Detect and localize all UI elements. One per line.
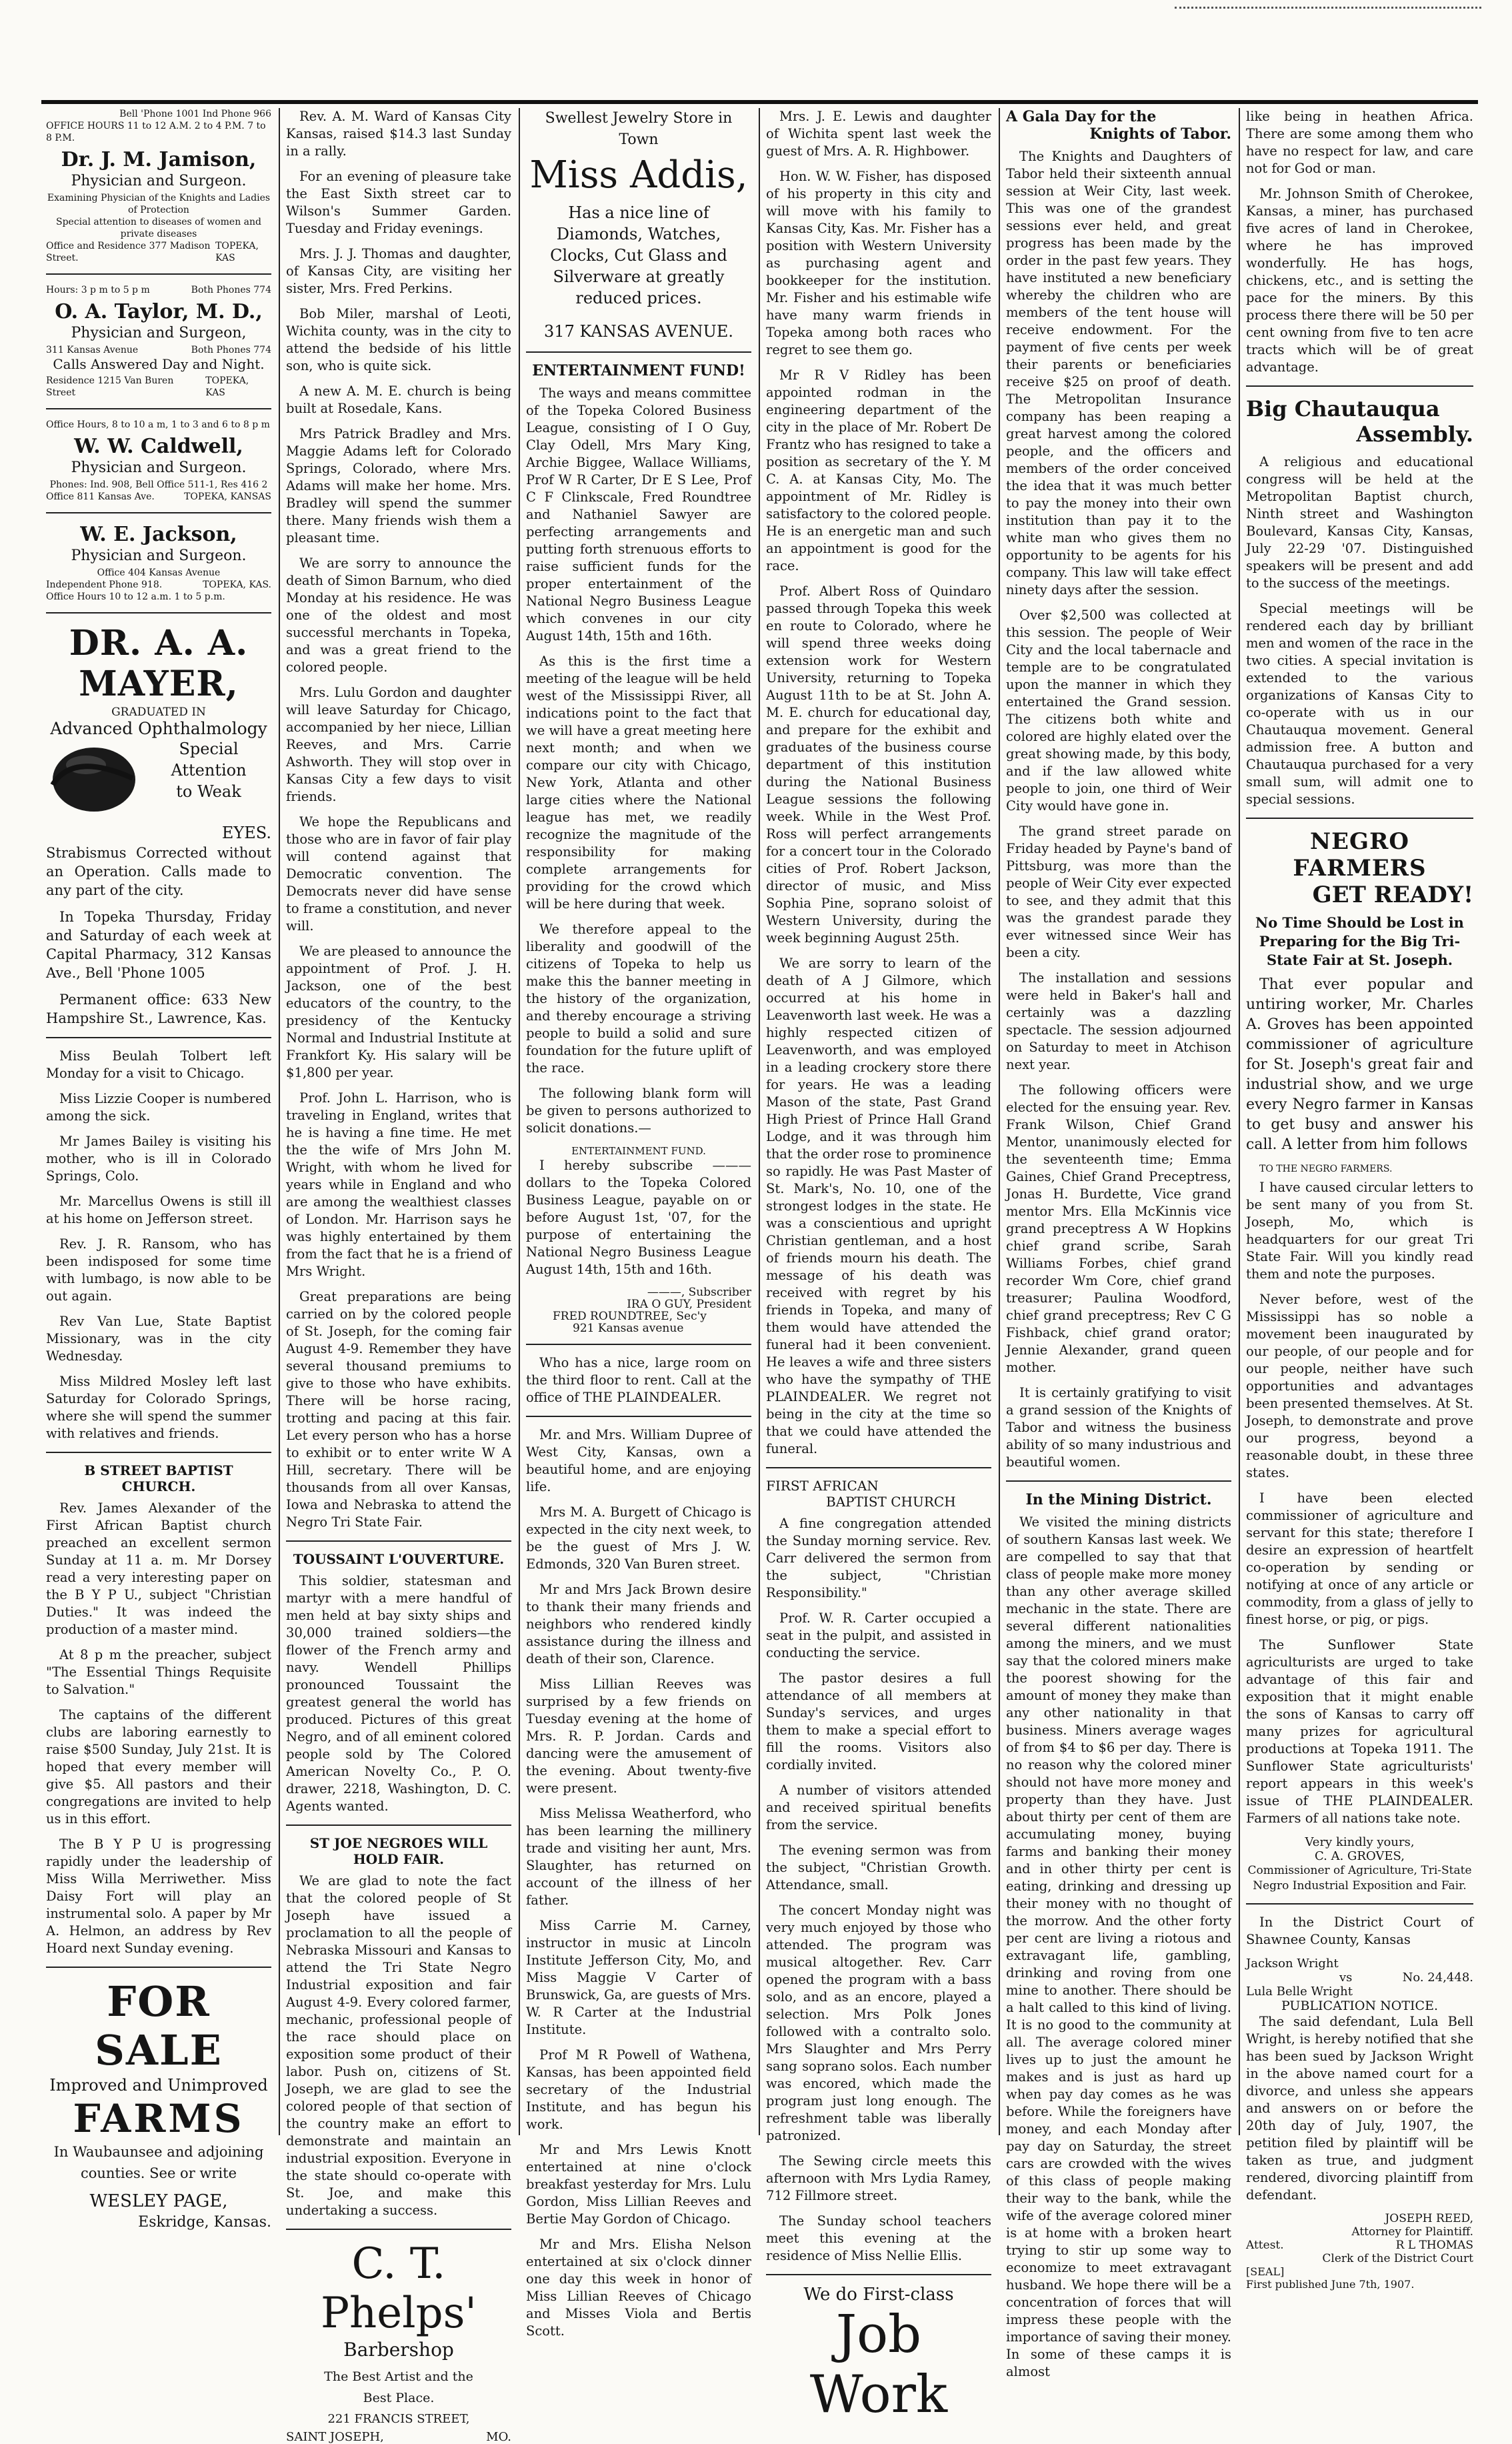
divider [46,273,271,275]
column-4: Mrs. J. E. Lewis and daughter of Wichita spent last week the guest of Mrs. A. R. Highbower. Hon. W. W. Fisher, has disposed of his property in this city and will move with his family to Kansas City, Kas. Mr. Fisher has a position with Western University as purchasing agent and bookkeeper for the institution. Mr. Fisher and his estimable wife have many warm friends in Topeka among both races who regret to see them go. Mr R V Ridley has been appointed rodman in the engineering department of the city in the place of Mr. Robert De Frantz who has resigned to take a position as secretary of the Y. M C. A. at Kansas City, Mo. The appointment of Mr. Ridley is satisfactory to the colored people. He is an energetic man and such an appointment is good for the race. Prof. Albert Ross of Quindaro passed through Topeka this week en route to Colorado, where he will spend three weeks doing extension work for Western University, returning to Topeka August 11th to be at St. John A. M. E. church for educational day, and prepare for the exhibit and graduates of the business course department of this institution during the National Business League sessions the following week. While in the West Prof. Ross will perfect arrangements for a concert tour in the Colorado cities of Prof. Robert Jackson, director of music, and Miss Sophia Pine, soprano soloist of Western University, during the week beginning August 25th. We are sorry to learn of the death of A J Gilmore, which occurred at his home in Leavenworth last week. He was a highly respected citizen of Leavenworth, and was employed in a leading crockery store there for years. He was a leading Mason of the state, Past Grand High Priest of Prince Hall Grand Lodge, and it was through him that the order rose to prominence so rapidly. He was Past Master of St. Mark's, No. 10, one of the strongest lodges in the state. He was a conscientious and upright Christian gentleman, and a host of friends mourn his death. The message of his death was received with regret by his friends in Topeka, and many of them would have attended the funeral had it been convenient. He leaves a wife and three sisters who have the sympathy of THE PLAINDEALER. We regret not being in the city at the time so that we could have attended the funeral. FIRST AFRICAN BAPTIST CHURCH A fine congregation attended the Sunday morning service. Rev. Carr delivered the sermon from the subject, "Christian Responsibility." Prof. W. R. Carter occupied a seat in the pulpit, and assisted in conducting the service. The pastor desires a full attendance of all members at Sunday's services, and urges them to make a special effort to fill the rooms. Visitors also cordially invited. A number of visitors attended and received spiritual benefits from the service. The evening sermon was from the subject, "Christian Growth. Attendance, small. The concert Monday night was very much enjoyed by those who attended. The program was musical altogether. Rev. Carr opened the program with a bass solo, and as an encore, played a selection. Mrs Polk Jones followed with a contralto solo. Mrs Slaughter and Mrs Perry sang soprano solos. Each number was encored, which made the program just long enough. The refreshment table was liberally patronized. The Sewing circle meets this afternoon with Mrs Lydia Ramey, 712 Fillmore street. The Sunday school teachers meet this evening at the residence of Miss Nellie Ellis. We do First-class Job Work [766,109,991,2425]
divider [1246,818,1473,819]
headline: B STREET BAPTIST CHURCH. [84,1462,233,1494]
column-rule [999,108,1000,2135]
news-item: We are pleased to announce the appointment of Prof. J. H. Jackson, one of the best educators of the country, to the presidency of the Kentucky Normal and Industrial Institute at Frankfort Ky. His salary will be $1,800 per year. [286,944,511,1080]
divider [526,1344,751,1345]
news-item: Bob Miler, marshal of Leoti, Wichita county, was in the city to attend the bedside of his little son, who is quite sick. [286,306,511,373]
divider [1246,1903,1473,1905]
divider [766,1467,991,1468]
divider [766,2274,991,2275]
divider [286,1824,511,1826]
headline: Big Chautauqua [1246,396,1440,421]
news-item: Rev. A. M. Ward of Kansas City Kansas, raised $14.3 last Sunday in a rally. [286,109,511,159]
doctor-name: O. A. Taylor, M. D., [55,300,263,323]
divider [46,1967,271,1968]
doctor-name: W. W. Caldwell, [74,435,243,458]
news-item: We hope the Republicans and those who are in favor of fair play will contend against that Democratic convention. The Democrats never did have sense to frame a constitution, and never will. [286,814,511,934]
news-item: Prof. John L. Harrison, who is traveling in England, writes that he is having a fine time. He met the the wife of Mrs John M. Wright, with whom he lived for years while in England and who are among the wealthiest classes of London. Mr. Harrison says he was highly entertained by them from the fact that he is a friend of Mrs Wright. [286,1090,511,1279]
divider [46,408,271,409]
news-item: Mrs Patrick Bradley and Mrs. Maggie Adams left for Colorado Springs, Colorado, where Mrs. Adams will make her home. Mrs. Bradley will spend the summer there. Many friends wish them a pleasant time. [286,426,511,545]
column-5: A Gala Day for the Knights of Tabor. The Knights and Daughters of Tabor held their sixteenth annual session at Weir City, last week. This was one of the grandest sessions ever held, and great progress has been made by the order in the past few years. They have instituted a new beneficiary whereby the children who are members of the tent house will receive endowment. For the payment of five cents per week their parents or beneficiaries receive $25 on proof of death. The Metropolitan Insurance company has been reaping a great harvest among the colored people, and the officers and members of the order conceived the idea that it was much better to pay the money into their own institution than pay it to the white man who gives them no opportunity to be agents for his company. This law will take effect ninety days after the session. Over $2,500 was collected at this session. The people of Weir City and the local tabernacle and temple are to be congratulated upon the manner in which they entertained the Grand session. The citizens both white and colored are highly elated over the great showing made, by this body, and if the law allowed white people to join, one third of Weir City would have gone in. The grand street parade on Friday headed by Payne's band of Pittsburg, was more than the people of Weir City ever expected to see, and they admit that this was the grandest parade they ever witnessed since Weir has been a city. The installation and sessions were held in Baker's hall and certainly was a dazzling spectacle. The session adjourned on Saturday to meet in Atchison next year. The following officers were elected for the ensuing year. Rev. Frank Wilson, Chief Grand Mentor, unanimously elected for the seventeenth time; Emma Gaines, Chief Grand Preceptress, Jonas H. Burdette, Vice grand mentor Mrs. Ella McKinnis vice grand preceptress A W Hopkins chief grand scribe, Sarah Williams Forbes, chief grand recorder Wm Core, chief grand treasurer; Paulina Woodford, chief grand preceptress; Rev C G Fishback, chief grand orator; Jennie Alexander, grand queen mother. It is certainly gratifying to visit a grand session of the Knights of Tabor and witness the business ability of so many industrious and beautiful women. In the Mining District. We visited the mining districts of southern Kansas last week. We are compelled to say that that class of people make more money than any other average skilled mechanic in the state. There are several different nationalities among the miners, and we must say that the colored miners make the poorest showing for the amount of money they make than any other nationality in that business. Miners average wages of from $4 to $6 per day. There is no reason why the colored miner should not have more money and property than they have. Just about thirty per cent of them are accumulating money, buying farms and banking their money and in other thirty per cent is eating, drinking and dressing up their money with no thought of the morrow. And the other forty per cent are living a riotous and extravagant life, gambling, drinking and roving from one mine to another. There should be a halt called to this kind of living. It is no good to the community at all. The average colored miner lives up to just the amount he makes and is just as hard up when pay day comes as he was before. While the foreigners have money, and each Monday after pay day on Saturday, the street cars are crowded with the wives of this class of people making their way to the bank, while the wife of the average colored miner is at home with a broken heart trying to stir up some way to economize to meet extravagant husband. We hope there will be a concentration of forces that will impress these people with the importance of saving their money. In some of these camps it is almost [1006,108,1231,2379]
headline: FIRST AFRICAN [766,1478,879,1494]
news-item: A new A. M. E. church is being built at Rosedale, Kans. [286,383,511,416]
divider [1246,385,1473,387]
column-rule [759,108,760,2135]
card-taylor: Hours: 3 p m to 5 p m Both Phones 774 O. A. Taylor, M. D., Physician and Surgeon, 311 Kansas Avenue Both Phones 774 Calls Answered Day and Night. Residence 1215 Van Buren Street TOPEKA, KAS [46,285,271,398]
news-item: Miss Lizzie Cooper is numbered among the sick. [46,1091,271,1124]
ad-phelps: C. T. Phelps' Barbershop The Best Artist and the Best Place. 221 FRANCIS STREET, SAINT JOSEPH, MO. [286,2239,511,2444]
card-jackson: W. E. Jackson, Physician and Surgeon. Office 404 Kansas Avenue Independent Phone 918. TOPEKA, KAS. Office Hours 10 to 12 a.m. 1 to 5 p.m. [46,523,271,602]
news-item: Miss Mildred Mosley left last Saturday for Colorado Springs, where she will spend the summer with relatives and friends. [46,1374,271,1441]
news-item: Rev. J. R. Ransom, who has been indisposed for some time with lumbago, is now able to be out again. [46,1236,271,1304]
news-item: Mrs. J. J. Thomas and daughter, of Kansas City, are visiting her sister, Mrs. Fred Perkins. [286,246,511,296]
news-item: Mrs. Lulu Gordon and daughter will leave Saturday for Chicago, accompanied by her niece, Lillian Reeves, and Mrs. Carrie Ashworth. They will stop over in Kansas City a few days to visit friends. [286,685,511,804]
divider [46,1037,271,1038]
column-rule [279,108,280,2135]
divider [1006,1480,1231,1482]
news-item: We are sorry to announce the death of Simon Barnum, who died Monday at his residence. He was one of the oldest and most successful merchants in Topeka, and was a great friend to the colored people. [286,555,511,675]
ad-mayer: DR. A. A. MAYER, GRADUATED IN Advanced Ophthalmology Special Attention to Weak EYES. Strabismus Corrected without an Operation. Calls made to any part of the city. In Topeka Thursday, Friday and Saturday of each week at Capital Pharmacy, 312 Kansas Ave., Bell 'Phone 1005 Permanent office: 633 New Hampshire St., Lawrence, Kas. [46,623,271,1026]
column-rule [1239,108,1240,2135]
news-item: Great preparations are being carried on by the colored people of St. Joseph, for the coming fair August 4-9. Remember they have several thousand premiums to give to those who have exhibits. There will be horse racing, trotting and pacing at this fair. Let every person who has a horse to exhibit or to enter write W A Hill, secretary. There will be thousands from all over Kansas, Iowa and Nebraska to attend the Negro Tri State Fair. [286,1289,511,1530]
top-rule [41,100,1478,104]
news-item: Mr. Marcellus Owens is still ill at his home on Jefferson street. [46,1194,271,1226]
headline: NEGRO FARMERS [1293,828,1427,882]
divider [286,1540,511,1542]
news-item: For an evening of pleasure take the East Sixth street car to Wilson's Summer Garden. Tuesday and Friday evenings. [286,169,511,236]
ad-addis: Swellest Jewelry Store in Town Miss Addis, Has a nice line of Diamonds, Watches, Clocks, Cut Glass and Silverware at greatly reduced prices. 317 KANSAS AVENUE. [529,110,748,341]
headline: PUBLICATION NOTICE. [1281,1999,1438,2013]
local-items [46,1048,271,1442]
divider [46,1452,271,1453]
headline: A Gala Day for the [1006,108,1157,125]
column-6: like being in heathen Africa. There are some among them who have no respect for law, and care not for God or man. Mr. Johnson Smith of Cherokee, Kansas, a miner, has purchased five acres of land in Cherokee, where he has improved wonderfully. He has hogs, chickens, etc., and is setting the pace for the miners. By this process there there will be 50 per cent owning from five to ten acre tracts which will be of great advantage. Big Chautauqua Assembly. A religious and educational congress will be held at the Metropolitan Baptist church, Ninth street and Washington Boulevard, Kansas City, Kansas, July 22-29 '07. Distinguished speakers will be present and add to the success of the meetings. Special meetings will be rendered each day by brilliant men and women of the race in the two cities. A special invitation is extended to the various organizations of Kansas City to co-operate with us in our Chautauqua movement. General admission free. A button and Chautauqua purchased for a very small sum, will admit one to special sessions. NEGRO FARMERS GET READY! No Time Should be Lost in Preparing for the Big Tri-State Fair at St. Joseph. That ever popular and untiring worker, Mr. Charles A. Groves has been appointed commissioner of agriculture for St. Joseph's great fair and industrial show, and we urge every Negro farmer in Kansas to get busy and answer his call. A letter from him follows TO THE NEGRO FARMERS. I have caused circular letters to be sent many of you from St. Joseph, Mo, which is headquarters for our great Tri State Fair. Will you kindly read them and note the purposes. Never before, west of the Mississippi has so noble a movement been inaugurated by our people, of our people and for our people, neither have such opportunities and advantages been presented themselves. At St. Joseph, to demonstrate and prove our progress, beyond a reasonable doubt, in these three states. I have been elected commissioner of agriculture and servant for this state; therefore I desire an expression of heartfelt co-operation by sending or notifying at once of any article or commodity, from a glass of jelly to finest horse, or pig, or pigs. The Sunflower State agriculturists are urged to take advantage of this fair and exposition that it might enable the sons of Kansas to carry off many prizes for agricultural productions at Topeka 1911. The Sunflower State agriculturists' report appears in this week's issue of THE PLAINDEALER. Farmers of all nations take note. Very kindly yours, C. A. GROVES, Commissioner of Agriculture, Tri-State Negro Industrial Exposition and Fair. In the District Court of Shawnee County, Kansas Jackson Wright vs No. 24,448. Lula Belle Wright PUBLICATION NOTICE. The said defendant, Lula Bell Wright, is hereby notified that she has been sued by Jackson Wright in the above named court for a divorce, and unless she appears and answers on or before the 20th day of July, 1907, the petition filed by plaintiff will be taken as true, and judgment rendered, divorcing plaintiff from defendant. JOSEPH REED, Attorney for Plaintiff. Attest. R L THOMAS Clerk of the District Court [SEAL] First published June 7th, 1907. [1246,109,1473,2291]
top-edge-smudge [1175,7,1481,25]
column-2: Rev. A. M. Ward of Kansas City Kansas, raised $14.3 last Sunday in a rally. For an evening of pleasure take the East Sixth street car to Wilson's Summer Garden. Tuesday and Friday evenings. Mrs. J. J. Thomas and daughter, of Kansas City, are visiting her sister, Mrs. Fred Perkins. Bob Miler, marshal of Leoti, Wichita county, was in the city to attend the bedside of his little son, who is quite sick. A new A. M. E. church is being built at Rosedale, Kans. Mrs Patrick Bradley and Mrs. Maggie Adams left for Colorado Springs, Colorado, where Mrs. Adams will make her home. Mrs. Bradley will spend the summer there. Many friends wish them a pleasant time. We are sorry to announce the death of Simon Barnum, who died Monday at his residence. He was one of the oldest and most successful merchants in Topeka, and was a great friend to the colored people. Mrs. Lulu Gordon and daughter will leave Saturday for Chicago, accompanied by her niece, Lillian Reeves, and Mrs. Carrie Ashworth. They will stop over in Kansas City a few days to visit friends. We hope the Republicans and those who are in favor of fair play will contend against that Democratic convention. The Democrats never did have sense to frame a constitution, and never will. We are pleased to announce the appointment of Prof. J. H. Jackson, one of the best educators of the country, to the presidency of the Kentucky Normal and Industrial Institute at Frankfort Ky. His salary will be $1,800 per year. Prof. John L. Harrison, who is traveling in England, writes that he is having a fine time. He met the the wife of Mrs John M. Wright, with whom he lived for years while in England and who are among the wealthiest classes of London. Mr. Harrison says he was highly entertained by them from the fact that he is a friend of Mrs Wright. Great preparations are being carried on by the colored people of St. Joseph, for the coming fair August 4-9. Remember they have several thousand premiums to give to those who have exhibits. There will be horse racing, trotting and pacing at this fair. Let every person who has a horse to exhibit or to enter write W A Hill, secretary. There will be thousands from all over Kansas, Iowa and Nebraska to attend the Negro Tri State Fair. TOUSSAINT L'OUVERTURE. This soldier, statesman and martyr with a mere handful of men held at bay sixty ships and 30,000 trained soldiers—the flower of the French army and navy. Wendell Phillips pronounced Toussaint the greatest general the world has produced. Pictures of this great Negro, and of all eminent colored people sold by The Colored American Novelty Co., P. O. drawer, 2218, Washington, D. C. Agents wanted. ST JOE NEGROES WILL HOLD FAIR. We are glad to note the fact that the colored people of St Joseph have issued a proclamation to all the people of Nebraska Missouri and Kansas to attend the Tri State Negro Industrial exposition and fair August 4-9. Every colored farmer, mechanic, professional people of the race should place on exposition some product of their labor. Push on, citizens of St. Joseph, we are glad to see the colored people of that section of the country make an effort to demonstrate and maintain an industrial exposition. Everyone in the state should co-operate with St. Joe, and make this undertaking a success. C. T. Phelps' Barbershop The Best Artist and the Best Place. 221 FRANCIS STREET, SAINT JOSEPH, MO. [286,109,511,2444]
doctor-name: Dr. J. M. Jamison, [61,148,257,171]
headline: ENTERTAINMENT FUND! [532,362,745,379]
divider [526,1416,751,1417]
divider [526,351,751,353]
column-3: Swellest Jewelry Store in Town Miss Addis, Has a nice line of Diamonds, Watches, Clocks, Cut Glass and Silverware at greatly reduced prices. 317 KANSAS AVENUE. ENTERTAINMENT FUND! The ways and means committee of the Topeka Colored Business League, consisting of I O Guy, Clay Odell, Mrs Mary King, Archie Biggee, Wallace Williams, Prof W R Carter, Dr E S Lee, Prof C F Clinkscale, Fred Roundtree and Nathaniel Sawyer are perfecting arrangements and putting forth strenuous efforts to raise sufficient funds for the proper entertainment of the National Negro Business League which convenes in our city August 14th, 15th and 16th. As this is the first time a meeting of the league will be held west of the Mississippi River, all indications point to the fact that we will have a great meeting here next month; and when we compare our city with Chicago, New York, Atlanta and other large cities where the National league has met, we readily recognize the magnitude of the responsibility for making complete arrangements for providing for the crowd which will be here during that week. We therefore appeal to the liberality and goodwill of the citizens of Topeka to help us make this the banner meeting in the history of the organization, and thereby encourage a striving people to build a solid and sure foundation for the future uplift of the race. The following blank form will be given to persons authorized to solicit donations.— ENTERTAINMENT FUND. I hereby subscribe ——— dollars to the Topeka Colored Business League, payable on or before August 1st, '07, for the purpose of entertaining the National Negro Business League August 14th, 15th and 16th. ———, Subscriber IRA O GUY, President FRED ROUNDTREE, Sec'y 921 Kansas avenue Who has a nice, large room on the third floor to rent. Call at the office of THE PLAINDEALER. Mr. and Mrs. William Dupree of West City, Kansas, own a beautiful home, and are enjoying life. Mrs M. A. Burgett of Chicago is expected in the city next week, to be the guest of Mrs J. W. Edmonds, 320 Van Buren street. Mr and Mrs Jack Brown desire to thank their many friends and neighbors who rendered kindly assistance during the illness and death of their son, Clarence. Miss Lillian Reeves was surprised by a few friends on Tuesday evening at the home of Mrs. R. P. Jordan. Cards and dancing were the amusement of the evening. About twenty-five were present. Miss Melissa Weatherford, who has been learning the millinery trade and visiting her aunt, Mrs. Slaughter, has returned on account of the illness of her father. Miss Carrie M. Carney, instructor in music at Lincoln Institute Jefferson City, Mo, and Miss Maggie V Carter of Brunswick, Ga, are guests of Mrs. W. R Carter at the Industrial Institute. Prof M R Powell of Wathena, Kansas, has been appointed field secretary of the Industrial Institute, and has begun his work. Mr and Mrs Lewis Knott entertained at nine o'clock breakfast yesterday for Mrs. Lulu Gordon, Miss Lillian Reeves and Bertie May Gordon of Chicago. Mr and Mrs. Elisha Nelson entertained at six o'clock dinner one day this week in honor of Miss Lillian Reeves of Chicago and Misses Viola and Bertis Scott. [521,108,756,2135]
column-rule [519,108,520,2135]
news-item: Mr James Bailey is visiting his mother, who is ill in Colorado Springs, Colo. [46,1134,271,1184]
news-item: Rev Van Lue, State Baptist Missionary, was in the city Wednesday. [46,1314,271,1364]
card-jamison: Bell 'Phone 1001 Ind Phone 966 OFFICE HOURS 11 to 12 A.M. 2 to 4 P.M. 7 to 8 P.M. Dr. J. M. Jamison, Physician and Surgeon. Examining Physician of the Knights and Ladies of Protection Special attention to diseases of women and private diseases Office and Residence 377 Madison Street. TOPEKA, KAS [46,109,271,263]
card-caldwell: Office Hours, 8 to 10 a m, 1 to 3 and 6 to 8 p m W. W. Caldwell, Physician and Surgeon. Phones: Ind. 908, Bell Office 511-1, Res 416 2 Office 811 Kansas Ave. TOPEKA, KANSAS [46,419,271,502]
column-1: Bell 'Phone 1001 Ind Phone 966 OFFICE HOURS 11 to 12 A.M. 2 to 4 P.M. 7 to 8 P.M. Dr. J. M. Jamison, Physician and Surgeon. Examining Physician of the Knights and Ladies of Protection Special attention to diseases of women and private diseases Office and Residence 377 Madison Street. TOPEKA, KAS Hours: 3 p m to 5 p m Both Phones 774 O. A. Taylor, M. D., Physician and Surgeon, 311 Kansas Avenue Both Phones 774 Calls Answered Day and Night. Residence 1215 Van Buren Street TOPEKA, KAS Office Hours, 8 to 10 a m, 1 to 3 and 6 to 8 p m W. W. Caldwell, Physician and Surgeon. Phones: Ind. 908, Bell Office 511-1, Res 416 2 Office 811 Kansas Ave. TOPEKA, KANSAS W. E. Jackson, Physician and Surgeon. Office 404 Kansas Avenue Independent Phone 918. TOPEKA, KAS. Office Hours 10 to 12 a.m. 1 to 5 p.m. DR. A. A. MAYER, GRADUATED IN Advanced Ophthalmology Special Attention to Weak EYES. Strabismus Corrected without an Operation. Calls made to any part of the city. In Topeka Thursday, Friday and Saturday of each week at Capital Pharmacy, 312 Kansas Ave., Bell 'Phone 1005 Permanent office: 633 New Hampshire St., Lawrence, Kas. Miss Beulah Tolbert left Monday for a visit to Chicago. Miss Lizzie Cooper is numbered among the sick. Mr James Bailey is visiting his mother, who is ill in Colorado Springs, Colo. Mr. Marcellus Owens is still ill at his home on Jefferson street. Rev. J. R. Ransom, who has been indisposed for some time with lumbago, is now able to be out again. Rev Van Lue, State Baptist Missionary, was in the city Wednesday. Miss Mildred Mosley left last Saturday for Colorado Springs, where she will spend the summer with relatives and friends. B STREET BAPTIST CHURCH. Rev. James Alexander of the First African Baptist church preached an excellent sermon Sunday at 11 a. m. Mr Dorsey read a very interesting paper on the B Y P U., subject "Christian Duties." It was indeed the production of a master mind. At 8 p m the preacher, subject "The Essential Things Requisite to Salvation." The captains of the different clubs are laboring earnestly to raise $500 Sunday, July 21st. It is hoped that every member will give $5. All pastors and their congregations are invited to help us in this effort. The B Y P U is progressing rapidly under the leadership of Miss Willa Merriwether. Miss Daisy Fort will play an instrumental solo. A paper by Mr A. Helmon, an address by Rev Hoard next Sunday evening. FOR SALE Improved and Unimproved FARMS In Waubaunsee and adjoining counties. See or write WESLEY PAGE, Eskridge, Kansas. [41,108,276,2135]
newspaper-page [41,100,1478,2444]
divider [286,2229,511,2230]
divider [46,612,271,614]
ad-for-sale: FOR SALE Improved and Unimproved FARMS In Waubaunsee and adjoining counties. See or write WESLEY PAGE, Eskridge, Kansas. [49,1977,271,2231]
mayer-name: DR. A. A. MAYER, [69,623,249,704]
doctor-name: W. E. Jackson, [80,523,237,546]
headline: ST JOE NEGROES WILL HOLD FAIR. [309,1835,488,1867]
headline: TOUSSAINT L'OUVERTURE. [293,1551,505,1567]
divider [46,512,271,513]
headline: In the Mining District. [1025,1491,1212,1508]
news-item: Miss Beulah Tolbert left Monday for a visit to Chicago. [46,1048,271,1081]
ad-job-work: We do First-class Job Work [803,2285,954,2425]
eye-illustration-icon [46,738,139,818]
